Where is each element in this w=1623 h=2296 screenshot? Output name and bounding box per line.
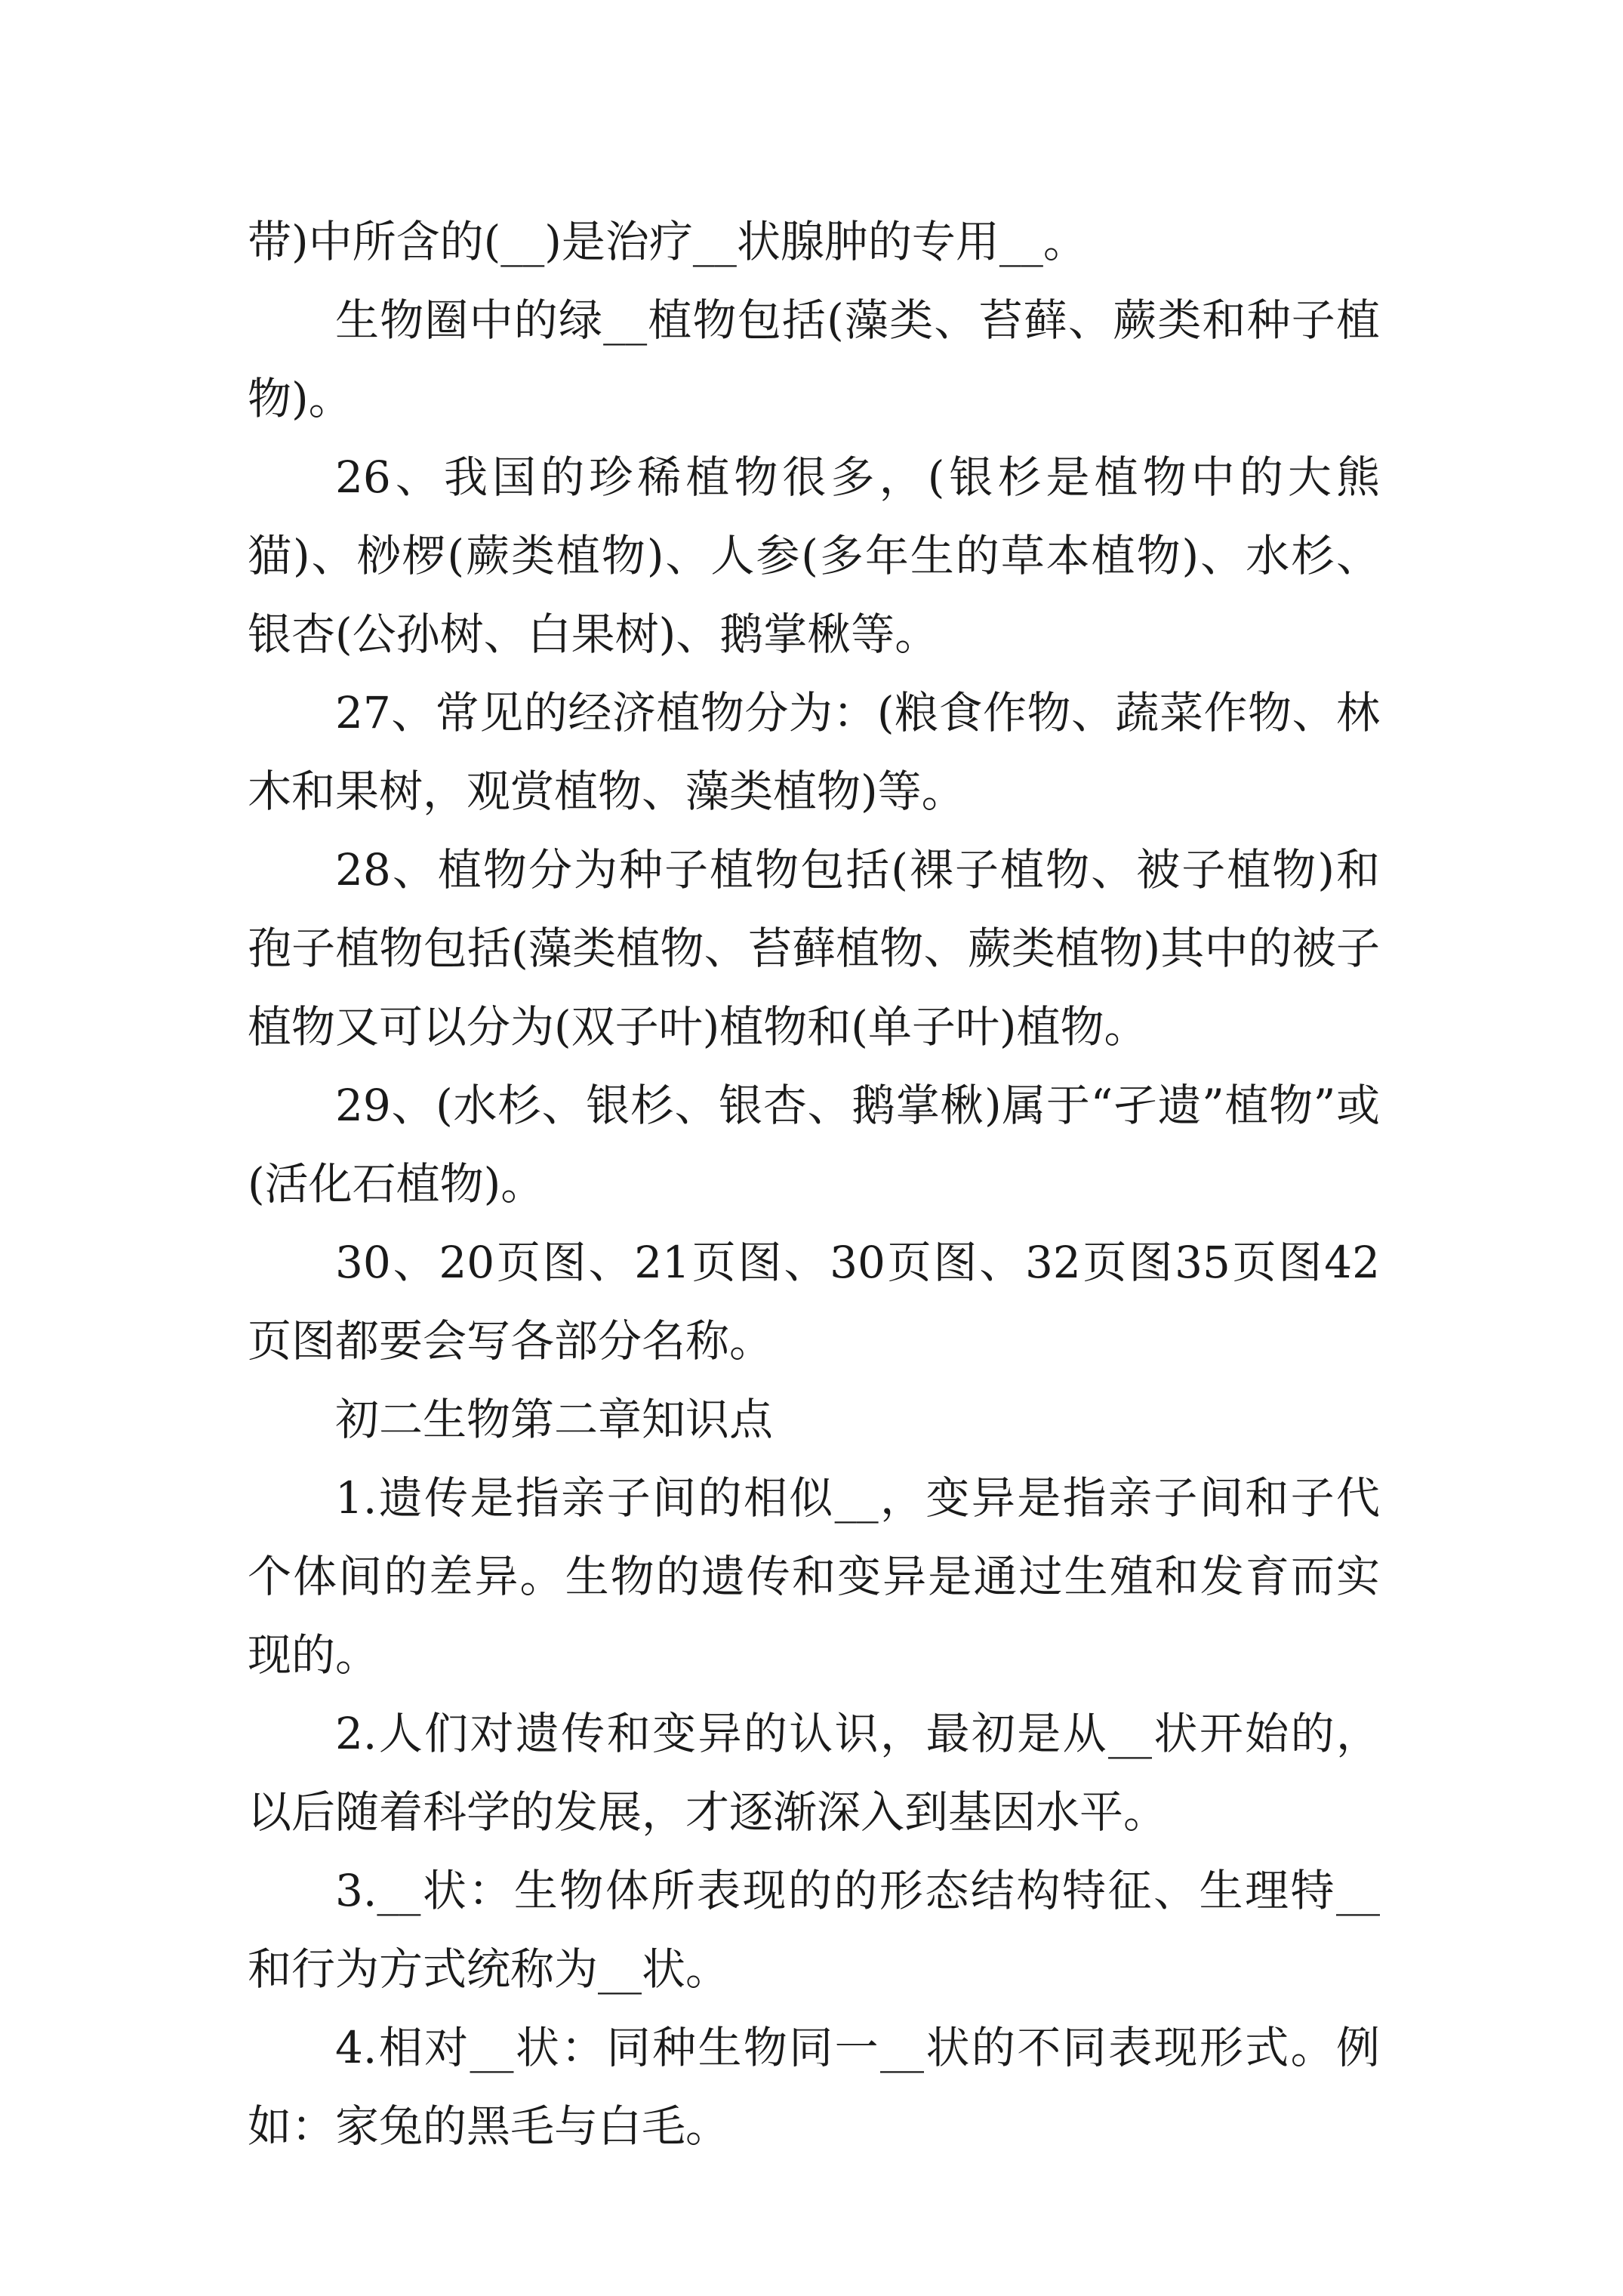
paragraph-29-relict-plants: 29、(水杉、银杉、银杏、鹅掌楸)属于“孑遗”植物”或(活化石植物)。	[248, 1080, 1380, 1210]
document-body	[248, 202, 1380, 2165]
paragraph-1-heredity: 1.遗传是指亲子间的相似__，变异是指亲子间和子代个体间的差异。生物的遗传和变异是通过生殖和发育而实现的。	[248, 1472, 1380, 1681]
paragraph-green-plants: 生物圈中的绿__植物包括(藻类、苔藓、蕨类和种子植物)。	[248, 294, 1380, 424]
paragraph-continuation: 带)中所含的(__)是治疗__状腺肿的专用__。	[248, 216, 1087, 267]
paragraph-26-rare-plants: 26、我国的珍稀植物很多，(银杉是植物中的大熊猫)、桫椤(蕨类植物)、人参(多年生的草本植物)、水杉、银杏(公孙树、白果树)、鹅掌楸等。	[248, 451, 1380, 660]
paragraph-4-relative-traits: 4.相对__状：同种生物同一__状的不同表现形式。例如：家兔的黑毛与白毛。	[248, 2022, 1380, 2152]
paragraph-28-plant-classification: 28、植物分为种子植物包括(裸子植物、被子植物)和孢子植物包括(藻类植物、苔藓植物、蕨类植物)其中的被子植物又可以分为(双子叶)植物和(单子叶)植物。	[248, 844, 1380, 1052]
paragraph-27-economic-plants: 27、常见的经济植物分为：(粮食作物、蔬菜作物、林木和果树，观赏植物、藻类植物)等。	[248, 687, 1380, 817]
paragraph-30-figures: 30、20页图、21页图、30页图、32页图35页图42页图都要会写各部分名称。	[248, 1237, 1380, 1367]
paragraph-2-traits: 2.人们对遗传和变异的认识，最初是从__状开始的，以后随着科学的发展，才逐渐深入到基因水平。	[248, 1708, 1380, 1838]
paragraph-3-trait-definition: 3.__状：生物体所表现的的形态结构特征、生理特__和行为方式统称为__状。	[248, 1865, 1380, 1995]
section-heading: 初二生物第二章知识点	[335, 1394, 774, 1445]
